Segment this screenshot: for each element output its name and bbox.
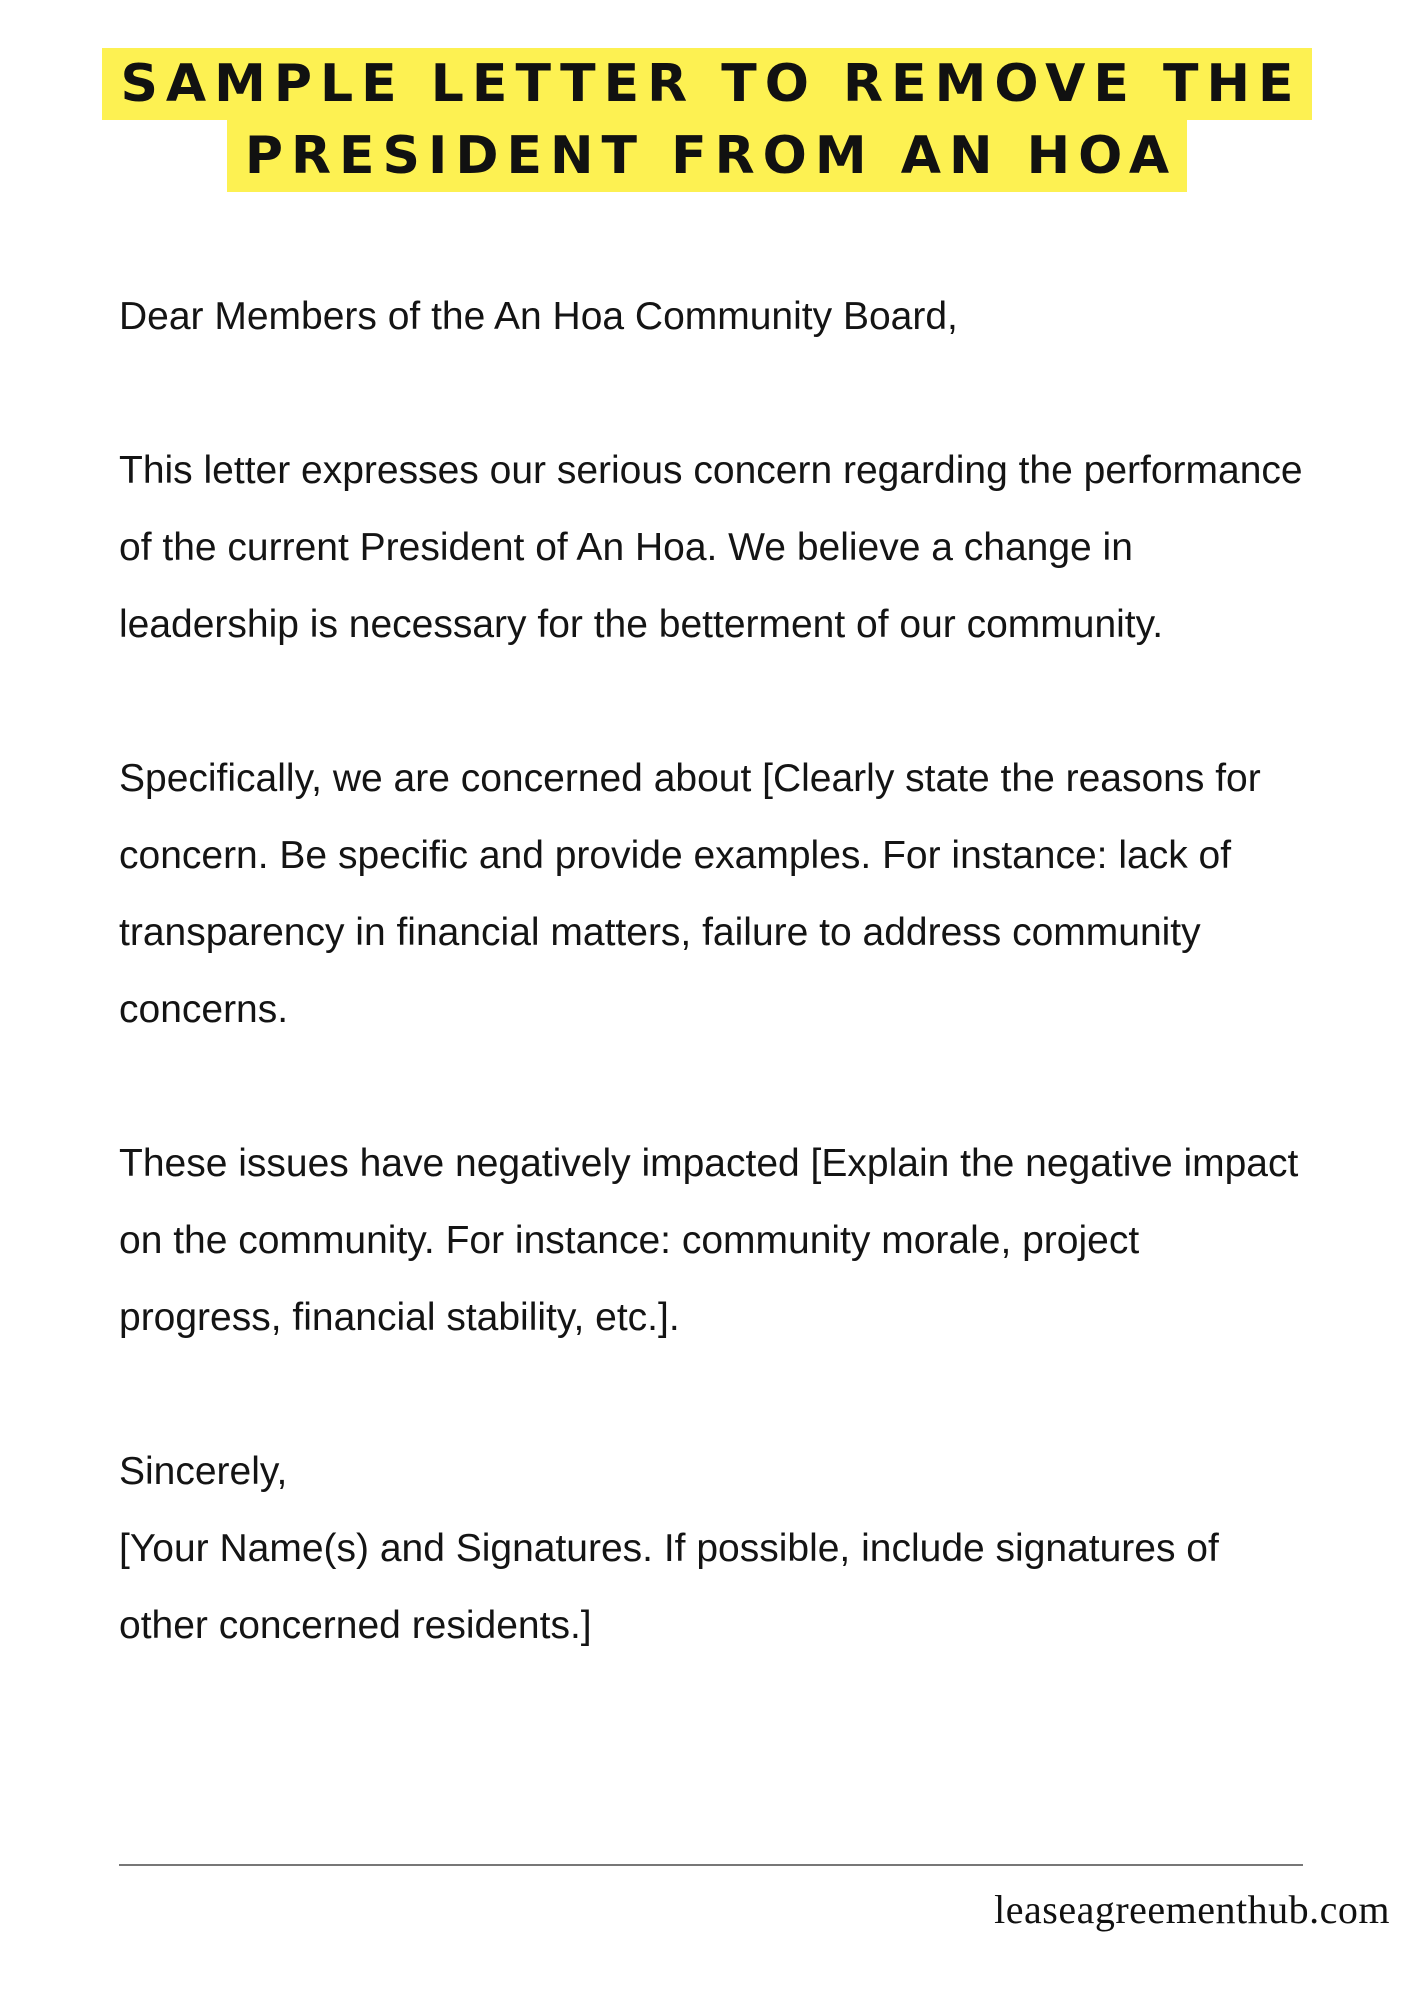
footer-site-logo: leaseagreementhub.com bbox=[994, 1887, 1390, 1932]
page-title bbox=[0, 48, 1414, 192]
paragraph-impact: These issues have negatively impacted [Explain the negative impact on the community. For instance: community morale, project progress, financial stability, etc.]. bbox=[119, 1142, 1299, 1339]
signature-block: [Your Name(s) and Signatures. If possible, include signatures of other concerned residents.] bbox=[119, 1527, 1219, 1647]
title-line-2: PRESIDENT FROM AN HOA bbox=[227, 120, 1187, 192]
title-line-1: SAMPLE LETTER TO REMOVE THE bbox=[102, 48, 1311, 120]
footer-divider bbox=[119, 1864, 1303, 1866]
letter-body bbox=[119, 278, 1309, 1664]
closing: Sincerely, bbox=[119, 1450, 288, 1493]
paragraph-reasons: Specifically, we are concerned about [Clearly state the reasons for concern. Be specific and provide examples. For instance: lack of transparency in financial matters, failure to address community concerns. bbox=[119, 757, 1261, 1031]
paragraph-concern: This letter expresses our serious concern regarding the performance of the current President of An Hoa. We believe a change in leadership is necessary for the betterment of our community. bbox=[119, 449, 1303, 646]
salutation: Dear Members of the An Hoa Community Board, bbox=[119, 295, 958, 338]
